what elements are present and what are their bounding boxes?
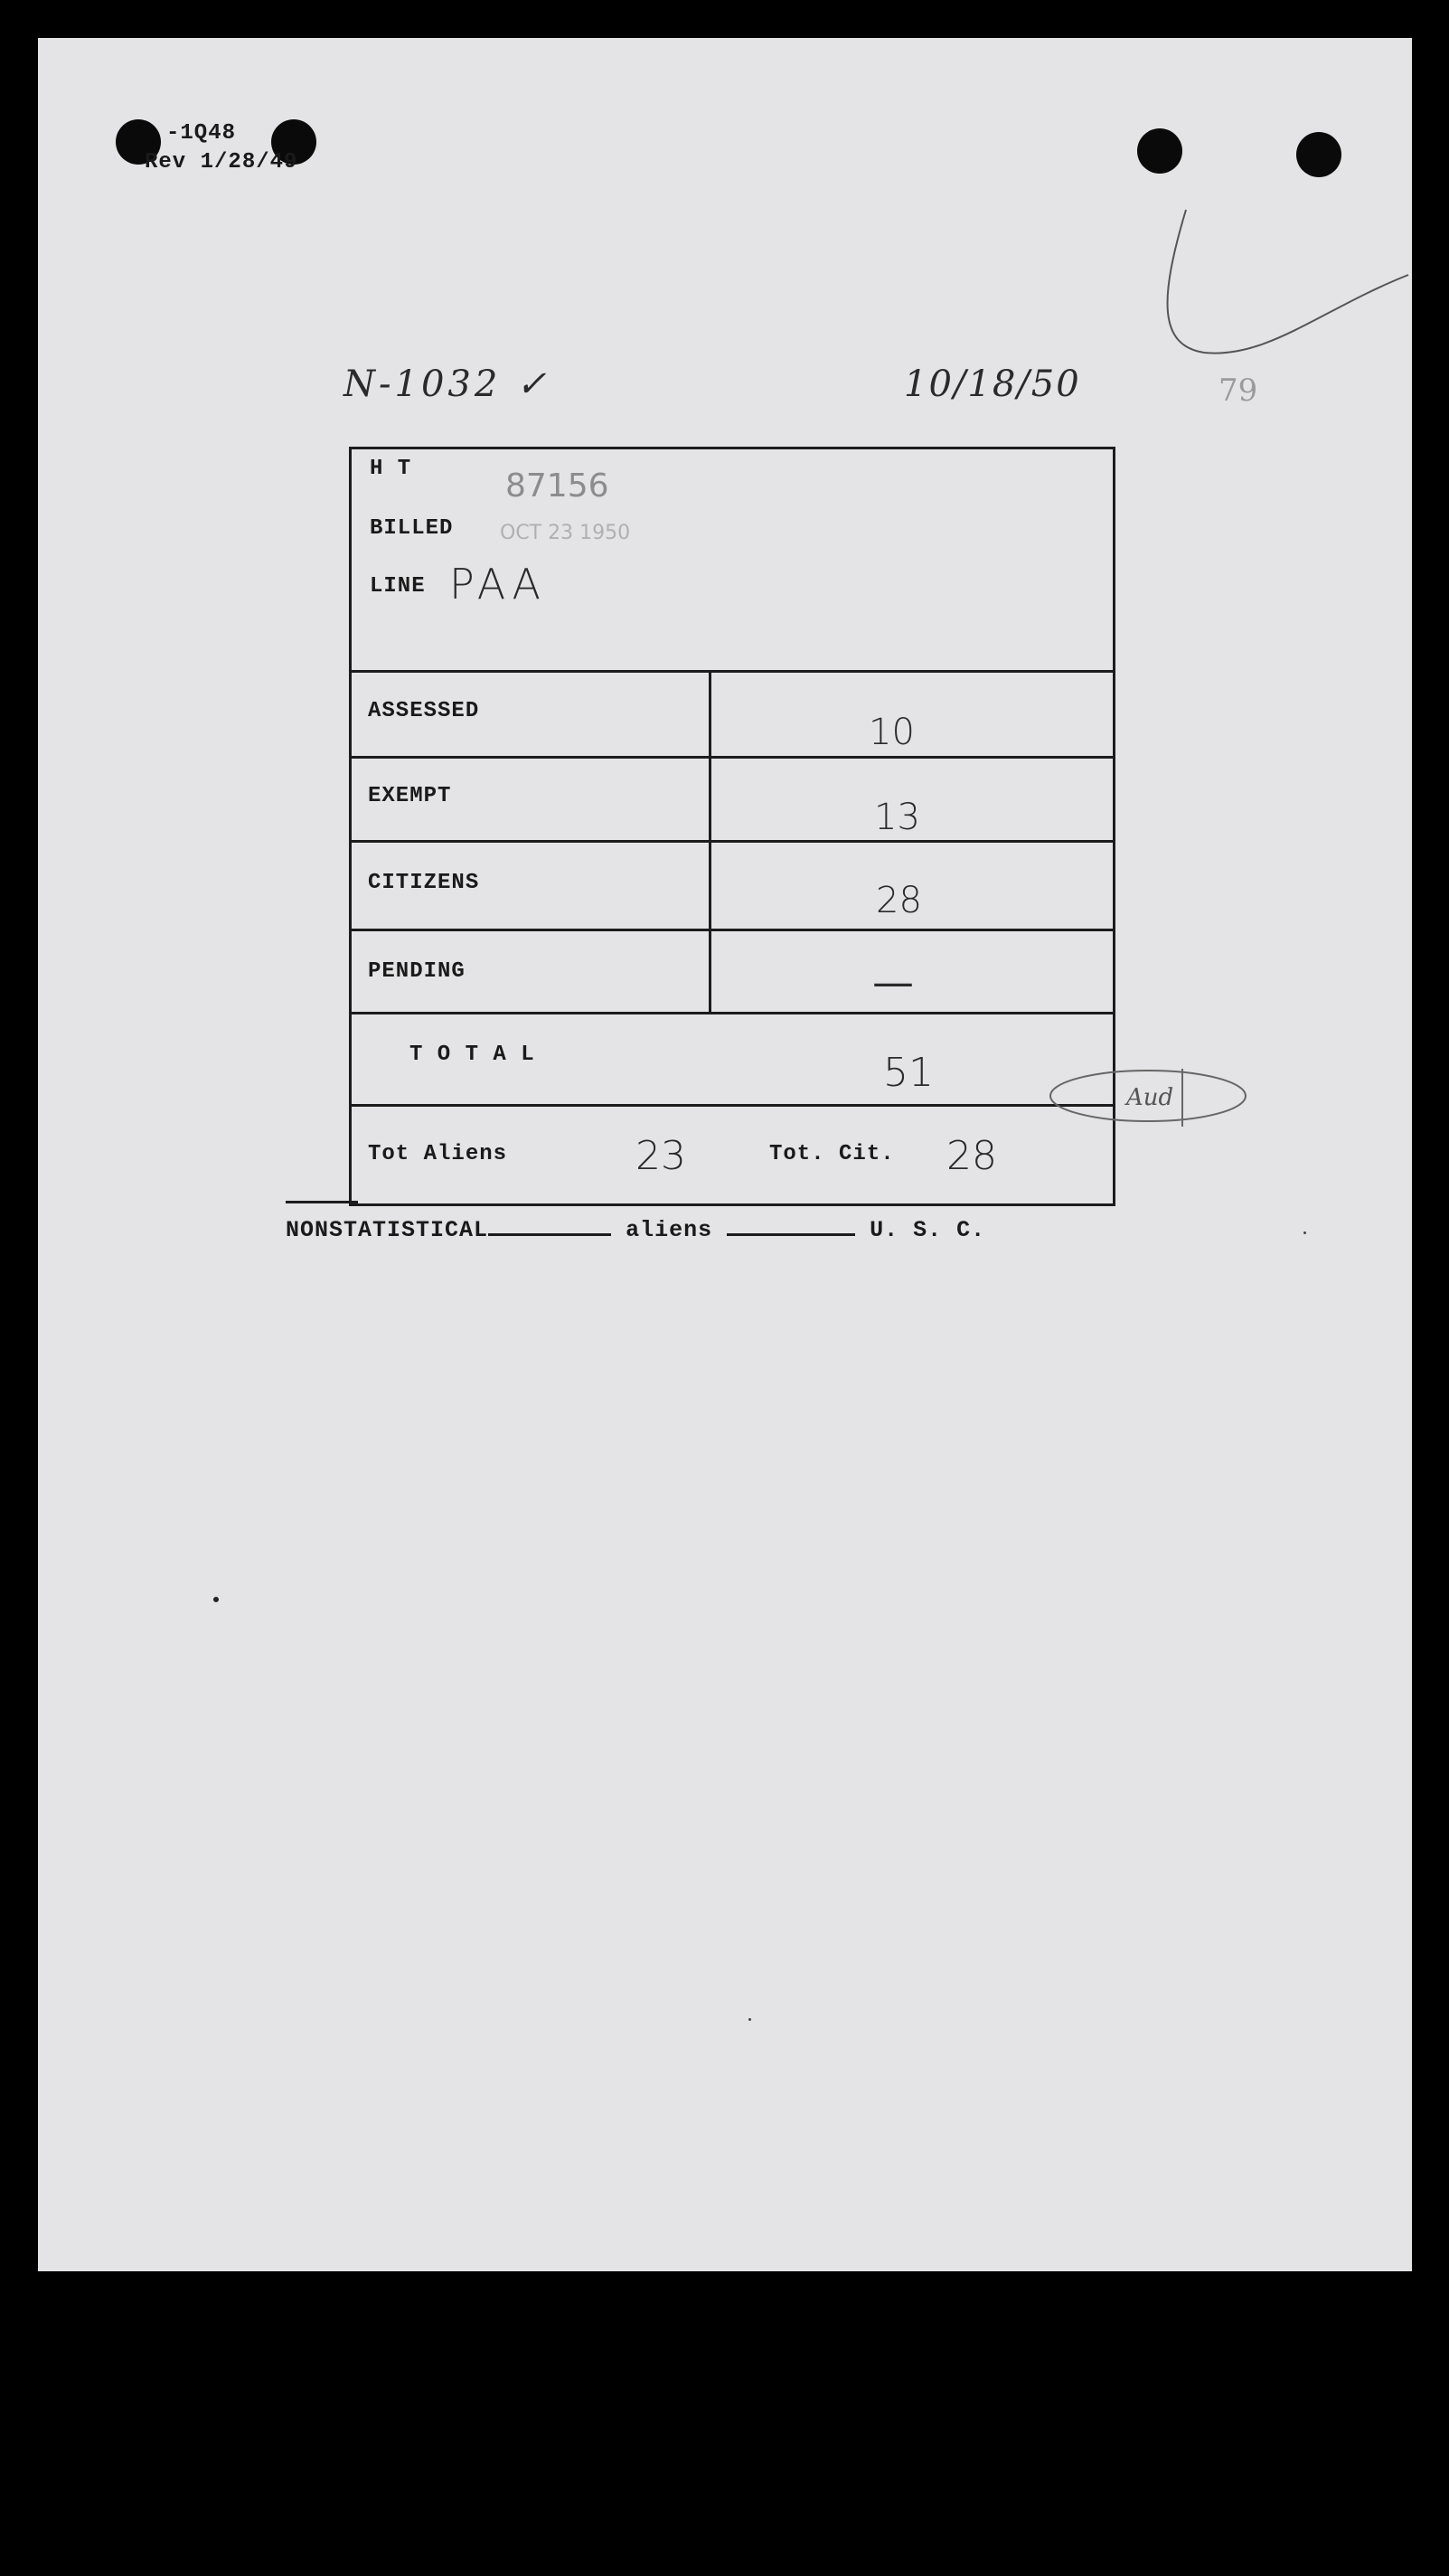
usc-blank (727, 1233, 855, 1236)
tot-aliens-label: Tot Aliens (368, 1142, 508, 1166)
punch-hole (1296, 132, 1341, 177)
divider (352, 756, 1113, 759)
pending-label: PENDING (368, 959, 466, 984)
tot-cit-value: 28 (946, 1133, 997, 1179)
divider (352, 840, 1113, 843)
divider (352, 1012, 1113, 1014)
nonstatistical-label: NONSTATISTICAL (286, 1217, 489, 1243)
form-number: -1Q48 (166, 121, 237, 146)
document-page (38, 38, 1412, 2271)
page-number: 79 (1218, 373, 1258, 409)
form-date: 10/18/50 (904, 363, 1081, 405)
tot-cit-label: Tot. Cit. (769, 1142, 895, 1166)
citizens-value: 28 (876, 880, 922, 921)
statistics-card (349, 447, 1115, 1206)
speck (748, 2018, 751, 2021)
ht-number: 87156 (505, 467, 609, 505)
usc-label: U. S. C. (870, 1217, 986, 1243)
aliens-label: aliens (626, 1217, 713, 1243)
file-number: N-1032 ✓ (343, 363, 550, 405)
nonstatistical-line (286, 1217, 985, 1243)
speck (213, 1597, 219, 1602)
divider (352, 1104, 1113, 1107)
ht-label: H T (370, 457, 412, 481)
billed-label: BILLED (370, 516, 454, 541)
assessed-value: 10 (869, 712, 915, 753)
total-label: T O T A L (409, 1043, 535, 1067)
divider (352, 670, 1113, 673)
line-label: LINE (370, 574, 426, 599)
audit-stamp (1040, 1058, 1256, 1136)
revision-date: Rev 1/28/49 (145, 150, 298, 175)
billed-date-stamp: OCT 23 1950 (500, 522, 631, 544)
punch-hole (1137, 128, 1182, 174)
tot-aliens-value: 23 (635, 1133, 686, 1179)
column-divider (709, 670, 711, 1014)
exempt-label: EXEMPT (368, 784, 452, 808)
exempt-value: 13 (874, 797, 920, 838)
nonstatistical-blank (488, 1233, 611, 1236)
speck (1303, 1231, 1306, 1234)
total-value: 51 (883, 1050, 934, 1096)
citizens-label: CITIZENS (368, 871, 480, 895)
pending-value: — (872, 958, 914, 1006)
line-value: PAA (449, 560, 547, 609)
card-underline (286, 1201, 358, 1203)
audit-stamp-text: Aud (1126, 1084, 1174, 1111)
pencil-mark (1141, 201, 1412, 400)
assessed-label: ASSESSED (368, 699, 480, 723)
divider (352, 929, 1113, 931)
